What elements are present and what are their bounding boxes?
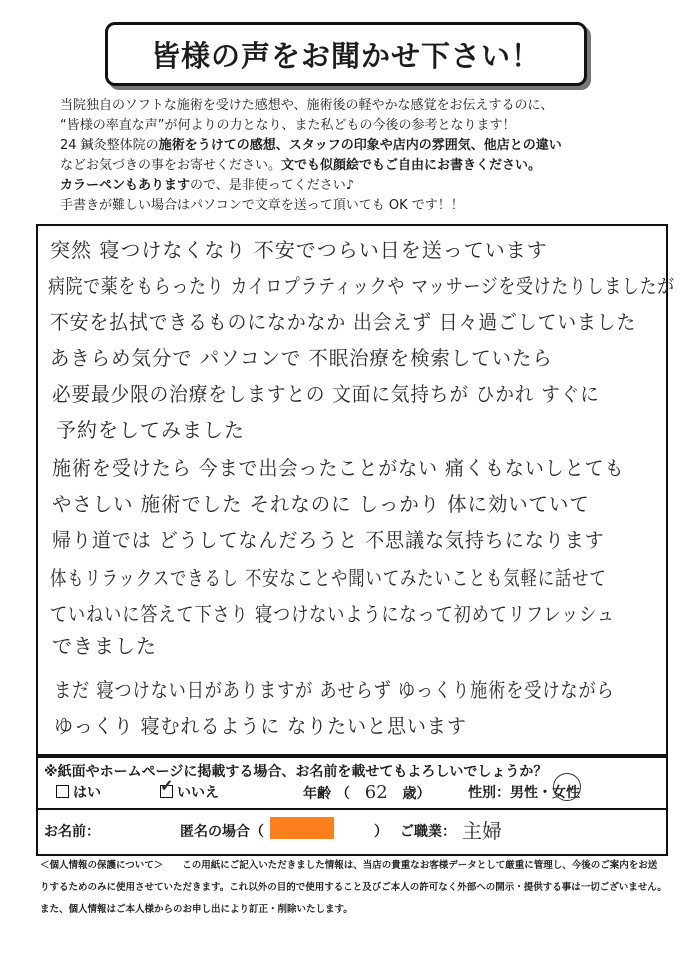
handwritten-line: ゆっくり 寝むれるように なりたいと思います — [54, 714, 467, 738]
handwritten-line: 体もリラックスできるし 不安なことや聞いてみたいことも気軽に話せて — [50, 566, 607, 590]
name-label: お名前： — [44, 824, 100, 840]
age-field — [303, 782, 431, 803]
yes-checkbox[interactable] — [56, 785, 69, 798]
handwritten-line: 帰り道では どうしてなんだろうと 不思議な気持ちになります — [52, 528, 605, 552]
age-unit: 歳） — [402, 786, 431, 802]
age-label: 年齢 — [303, 786, 331, 802]
handwritten-line: 予約をしてみました — [56, 418, 245, 442]
no-label: いいえ — [177, 785, 219, 801]
intro-line-5-b: ので、是非使ってください♪ — [190, 178, 355, 193]
handwritten-line: 必要最少限の治療をしますとの 文面に気持ちが ひかれ すぐに — [52, 382, 600, 406]
handwritten-line: できました — [52, 634, 157, 658]
redacted-name-block — [270, 817, 334, 839]
intro-line-5 — [60, 177, 354, 195]
gender-circle-mark — [553, 773, 581, 801]
permission-question: ※紙面やホームページに掲載する場合、お名前を載せてもよろしいでしょうか？ — [44, 764, 548, 780]
handwritten-line: まだ 寝つけない日がありますが あせらず ゆっくり施術を受けながら — [54, 678, 615, 702]
intro-line-3-a: 24 鍼灸整体院の — [60, 138, 159, 153]
intro-line-4-a: などお気づきの事をお寄せください。 — [60, 158, 282, 173]
privacy-line-1: ＜個人情報の保護について＞ この用紙にご記入いただきました情報は、当店の貴重なお客様データとして厳重に管理し、今後のご案内をお送 — [40, 860, 658, 871]
privacy-line-3: また、個人情報はご本人様からのお申し出により訂正・削除いたします。 — [40, 904, 353, 915]
intro-line-3-b: 施術をうけての感想、スタッフの印象や店内の雰囲気、他店との違い — [158, 138, 562, 153]
intro-line-5-a: カラーペンもあります — [60, 178, 191, 193]
job-value: 主婦 — [462, 819, 502, 843]
handwritten-line: 施術を受けたら 今まで出会ったことがない 痛くもないしとても — [52, 456, 625, 480]
checkmark-icon: ✓ — [160, 776, 174, 795]
handwritten-line: 突然 寝つけなくなり 不安でつらい日を送っています — [50, 238, 548, 262]
name-section — [36, 808, 668, 856]
intro-line-1: 当院独自のソフトな施術を受けた感想や、施術後の軽やかな感覚をお伝えするのに、 — [60, 98, 554, 113]
handwritten-line: ていねいに答えて下さり 寝つけないようになって初めてリフレッシュ — [50, 602, 615, 626]
anon-close: ） — [374, 824, 388, 840]
yes-label: はい — [73, 785, 101, 801]
intro-line-4-b: 文でも似顔絵でもご自由にお書きください。 — [281, 158, 542, 173]
intro-line-6: 手書きが難しい場合はパソコンで文章を送って頂いても OK です！！ — [60, 198, 464, 213]
handwritten-line: 不安を払拭できるものになかなか 出会えず 日々過ごしていました — [50, 310, 637, 334]
job-label: ご職業： — [400, 824, 456, 840]
handwritten-line: あきらめ気分で パソコンで 不眠治療を検索していたら — [50, 346, 553, 370]
intro-line-2: “皆様の率直な声”が何よりの力となり、また私どもの今後の参考となります！ — [60, 118, 516, 133]
anon-label: 匿名の場合（ — [180, 824, 264, 840]
intro-line-4 — [60, 157, 541, 175]
yes-option[interactable] — [56, 782, 101, 802]
title-banner — [105, 22, 587, 86]
intro-line-3 — [60, 137, 562, 155]
age-open: （ — [335, 786, 350, 802]
gender-label: 性別： — [468, 785, 510, 801]
handwritten-comment-box — [36, 224, 675, 756]
page-title: 皆様の声をお聞かせ下さい！ — [150, 38, 541, 73]
privacy-line-2: りするためのみに使用させていただきます。これ以外の目的で使用すること及びご本人の許可なく外部への開示・提供する事は一切ございません。 — [40, 882, 667, 893]
no-option[interactable] — [160, 776, 219, 802]
gender-options: 男性・女性 — [510, 785, 580, 801]
no-checkbox[interactable] — [160, 776, 174, 798]
handwritten-line: 病院で薬をもらったり カイロプラティックや マッサージを受けたりしましたが — [48, 274, 675, 298]
age-value: 62 — [364, 782, 388, 803]
handwritten-line: やさしい 施術でした それなのに しっかり 体に効いていて — [52, 492, 590, 516]
